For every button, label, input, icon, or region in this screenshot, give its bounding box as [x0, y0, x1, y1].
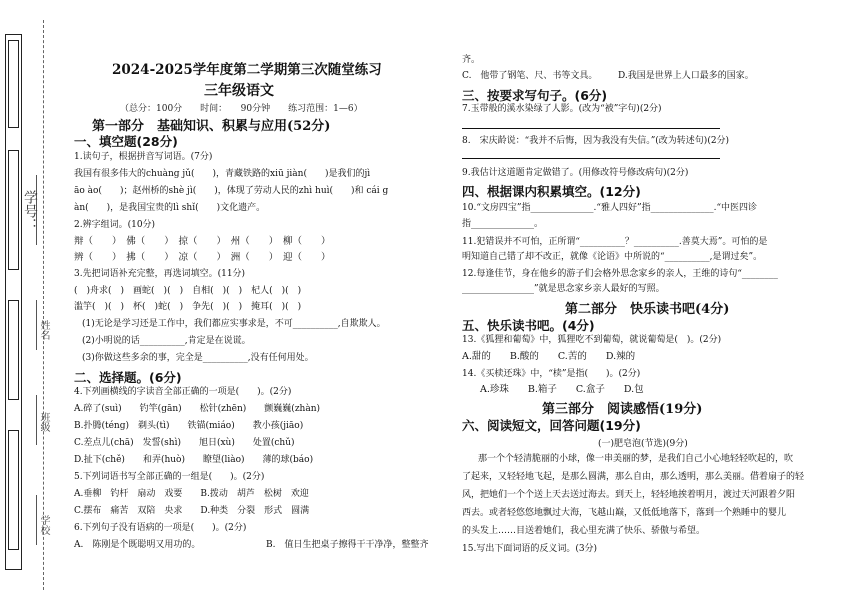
binding-blank-3 — [8, 300, 19, 400]
q8-answer-line — [462, 158, 720, 159]
q10-line2: 指______________。 — [462, 219, 544, 229]
q6-heading: 6.下列句子没有语病的一项是( )。(2分) — [74, 523, 247, 533]
q5-line2: C.摆布 痛苦 双陪 央求 D.种类 分裂 形式 圆满 — [74, 506, 310, 516]
q3-heading: 3.先把词语补充完整，再选词填空。(11分) — [74, 269, 246, 279]
exam-info: （总分：100分 时间： 90分钟 练习范围：1—6） — [120, 104, 363, 114]
xingming-line — [36, 300, 37, 350]
part2-heading: 第二部分 快乐读书吧(4分) — [565, 302, 730, 317]
label-banji: 班级 — [38, 412, 49, 432]
q4-option-c: C.差点儿(chā) 发誓(shì) 旭日(xù) 处置(chǔ) — [74, 438, 295, 448]
q5-line1: A.垂柳 钓杆 扇动 戏要 B.拨动 胡芦 松树 欢迎 — [74, 489, 309, 499]
q10-line1: 10.“文房四宝”指______________.“雅人四好”指______________.“中医四诊 — [462, 203, 758, 213]
binding-strip — [0, 0, 62, 607]
q14-text: 14.《买椟还珠》中，“椟”是指( )。(2分) — [462, 369, 641, 379]
q1-line1: 我国有很多伟大的chuàng jǔ( )，青藏铁路的xiū jiàn( )是我们的jì — [74, 169, 371, 179]
binding-blank-4 — [8, 430, 19, 550]
q6-option-a: A. 陈刚是个既聪明又用功的。 — [74, 540, 201, 550]
q3-sentence3: (3)你做这些多余的事，完全是__________,没有任何用处。 — [82, 353, 314, 363]
passage-line2: 了起来，又轻轻地飞起，是那么圆满，那么自由，那么透明，那么美丽。借着扇子的轻 — [462, 472, 805, 482]
exam-title: 2024-2025学年度第二学期第三次随堂练习 — [112, 62, 382, 78]
part1-heading: 第一部分 基础知识、积累与应用(52分) — [92, 119, 331, 134]
q4-heading: 4.下列画横线的字读音全部正确的一项是( )。(2分) — [74, 387, 292, 397]
q4-option-b: B.扑腾(téng) 剃头(tì) 铁锚(miáo) 教小孩(jiāo) — [74, 421, 304, 431]
q13-options: A.甜的 B.酸的 C.苦的 D.辣的 — [462, 351, 636, 362]
section2-heading: 二、选择题。(6分) — [74, 370, 182, 385]
q3-sentence2: (2)小明说的话__________,肯定是在说谎。 — [82, 336, 251, 346]
exam-subtitle: 三年级语文 — [204, 83, 274, 99]
q3-line1: ( )舟求( ) 画蛇( )( ) 自相( )( ) 杞人( )( ) — [74, 286, 302, 296]
q8-text: 8. 宋庆龄说：“我并不后悔，因为我没有失信。”(改为转述句)(2分) — [462, 136, 730, 146]
q11-line1: 11.犯错误并不可怕，正所谓“__________？__________.善莫大焉”。可怕的是 — [462, 237, 768, 247]
q14-options: A.珍珠 B.箱子 C.盒子 D.包 — [480, 384, 644, 395]
label-xingming: 姓名 — [38, 320, 49, 340]
q7-text: 7.玉带般的溪水染绿了人影。(改为“被”字句)(2分) — [462, 104, 662, 114]
label-xuehao: 学号： — [22, 190, 38, 232]
binding-dashed-line — [43, 20, 44, 590]
q4-option-d: D.扯下(chě) 和弄(huò) 瞭望(liào) 薄的球(báo) — [74, 455, 314, 465]
section4-heading: 四、根据课内积累填空。(12分) — [462, 184, 641, 199]
q1-line2: āo ào( )；赵州桥的shè jì( )，体现了劳动人民的zhì huì( )和 cái g — [74, 186, 389, 196]
section3-heading: 三、按要求写句子。(6分) — [462, 88, 608, 103]
part3-heading: 第三部分 阅读感悟(19分) — [542, 402, 703, 417]
q3-line2: 滥竽( )( ) 杯( )蛇( ) 争先( )( ) 掩耳( )( ) — [74, 302, 302, 312]
q5-heading: 5.下列词语书写全部正确的一组是( )。(2分) — [74, 472, 265, 482]
q6-option-d: D.我国是世界上人口最多的国家。 — [618, 71, 754, 81]
q4-option-a: A.碎了(suì) 钓竿(gān) 松针(zhēn) 颤巍巍(zhàn) — [74, 404, 321, 414]
q7-answer-line — [462, 128, 720, 129]
passage-line1: 那一个个轻清脆丽的小球，像一串美丽的梦，是我们自己小心地轻轻吹起的，吹 — [478, 454, 794, 464]
q12-line2: ________________”就是思念家乡亲人最好的写照。 — [462, 284, 665, 294]
q13-text: 13.《狐狸和葡萄》中，狐狸吃不到葡萄，就说葡萄是( )。(2分) — [462, 335, 722, 345]
q1-line3: àn( )，是我国宝贵的lì shǐ( )文化遗产。 — [74, 203, 266, 213]
q1-heading: 1.读句子，根据拼音写词语。(7分) — [74, 152, 213, 162]
xuexiao-line — [36, 495, 37, 545]
q2-heading: 2.辨字组词。(10分) — [74, 220, 156, 230]
banji-line — [36, 395, 37, 445]
q12-line1: 12.每逢佳节，身在他乡的游子们会格外思念家乡的亲人，王维的诗句“________ — [462, 269, 778, 279]
q6-option-b-continued: 齐。 — [462, 55, 481, 65]
passage-line4: 西去。或者轻悠悠地飘过大海，飞越山巅，又低低地落下，落到一个熟睡中的婴儿 — [462, 508, 787, 518]
q2-line2: 辨（ ） 拂（ ） 凉（ ） 洲（ ） 迎（ ） — [74, 252, 331, 263]
q9-text: 9.我估计这道题肯定做错了。(用修改符号修改病句)(2分) — [462, 168, 689, 178]
q11-line2: 明知道自己错了却不改正，就像《论语》中所说的“__________,是谓过矣”。 — [462, 252, 763, 262]
q6-option-b: B. 值日生把桌子擦得干干净净，整整齐 — [266, 540, 429, 550]
section6-heading: 六、阅读短文，回答问题(19分) — [462, 418, 641, 433]
q3-sentence1: (1)无论是学习还是工作中，我们都应实事求是，不可__________,自欺欺人。 — [82, 319, 386, 329]
binding-blank-1 — [8, 40, 19, 128]
label-xuexiao: 学校 — [38, 515, 49, 535]
passage-line5: 的头发上……目送着她们，我心里充满了快乐、骄傲与希望。 — [462, 526, 706, 536]
q6-option-c: C. 他带了钢笔、尺、书等文具。 — [462, 71, 598, 81]
binding-blank-2 — [8, 150, 19, 270]
q15-text: 15.写出下面词语的反义词。(3分) — [462, 544, 598, 554]
q2-line1: 辩（ ） 佛（ ） 掠（ ） 州（ ） 柳（ ） — [74, 236, 331, 247]
section1-heading: 一、填空题(28分) — [74, 134, 178, 149]
section5-heading: 五、快乐读书吧。(4分) — [462, 318, 595, 333]
passage-line3: 风，把她们一个个送上天去送过海去。到天上，轻轻地挨着明月，渡过天河跟着夕阳 — [462, 490, 796, 500]
passage-title: (一)肥皂泡(节选)(9分) — [598, 439, 688, 449]
